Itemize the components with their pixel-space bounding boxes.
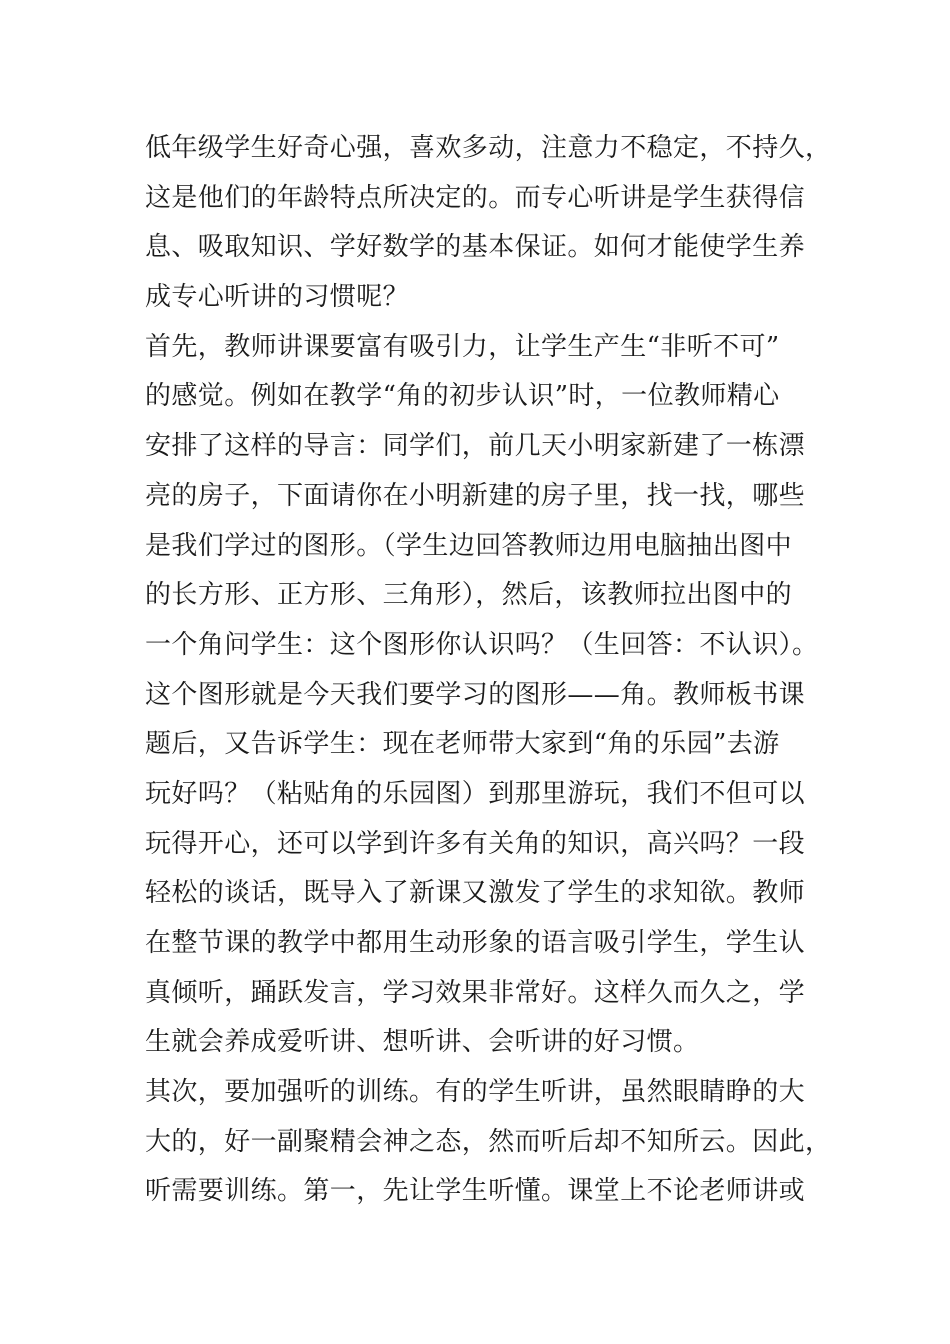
text-line: 题后，又告诉学生：现在老师带大家到“角的乐园”去游	[145, 729, 780, 760]
text-line: 这是他们的年龄特点所决定的。而专心听讲是学生获得信	[145, 182, 806, 213]
text-line: 亮的房子，下面请你在小明新建的房子里，找一找，哪些	[145, 480, 806, 511]
text-line: 的长方形、正方形、三角形），然后，该教师拉出图中的	[145, 580, 793, 611]
text-line: 一个角问学生：这个图形你认识吗？（生回答：不认识）。	[145, 629, 819, 660]
text-line: 的感觉。例如在教学“角的初步认识”时，一位教师精心	[145, 381, 780, 412]
paragraph-2	[145, 323, 819, 1068]
text-line: 轻松的谈话，既导入了新课又激发了学生的求知欲。教师	[145, 878, 806, 909]
text-line: 首先，教师讲课要富有吸引力，让学生产生“非听不可”	[145, 331, 780, 362]
text-line: 这个图形就是今天我们要学习的图形——角。教师板书课	[145, 679, 806, 710]
paragraph-3	[145, 1068, 832, 1217]
text-line: 安排了这样的导言：同学们，前几天小明家新建了一栋漂	[145, 431, 806, 462]
text-line: 是我们学过的图形。（学生边回答教师边用电脑抽出图中	[145, 530, 793, 561]
text-line: 玩好吗？（粘贴角的乐园图）到那里游玩，我们不但可以	[145, 778, 806, 809]
text-line: 息、吸取知识、学好数学的基本保证。如何才能使学生养	[145, 232, 806, 263]
text-line: 大的，好一副聚精会神之态，然而听后却不知所云。因此，	[145, 1126, 832, 1157]
text-line: 真倾听，踊跃发言，学习效果非常好。这样久而久之，学	[145, 977, 806, 1008]
text-line: 在整节课的教学中都用生动形象的语言吸引学生，学生认	[145, 928, 806, 958]
text-line: 玩得开心，还可以学到许多有关角的知识，高兴吗？一段	[145, 828, 806, 859]
text-line: 其次，要加强听的训练。有的学生听讲，虽然眼睛睁的大	[145, 1077, 806, 1108]
document-body	[145, 124, 832, 1217]
text-line: 听需要训练。第一，先让学生听懂。课堂上不论老师讲或	[145, 1176, 806, 1207]
text-line: 成专心听讲的习惯呢？	[145, 282, 410, 313]
paragraph-1	[145, 124, 832, 323]
text-line: 低年级学生好奇心强，喜欢多动，注意力不稳定，不持久，	[145, 133, 832, 163]
text-line: 生就会养成爱听讲、想听讲、会听讲的好习惯。	[145, 1027, 700, 1058]
